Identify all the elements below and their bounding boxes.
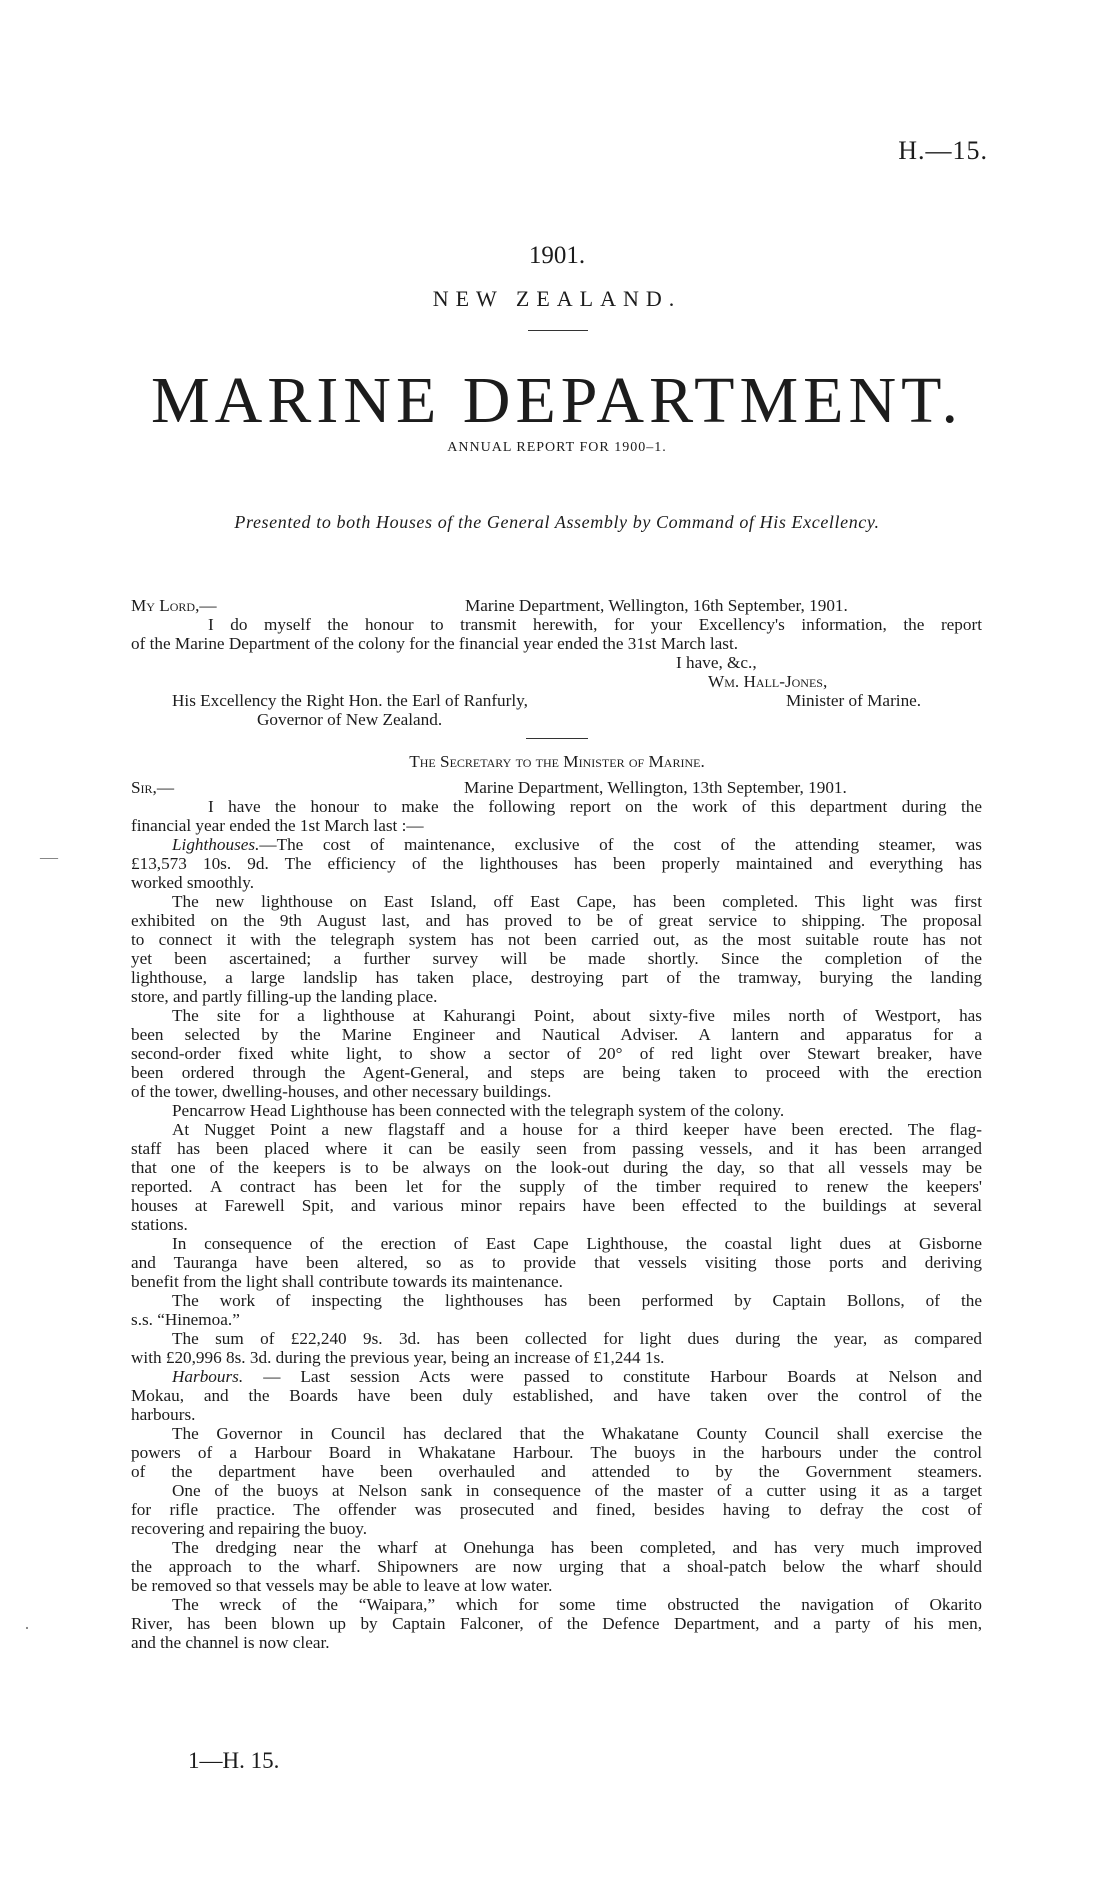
body-line: reported. A contract has been let for the supply of the timber required to renew the keepers' xyxy=(131,1177,982,1196)
body-line-harbours: Harbours. — Last session Acts were passed to constitute Harbour Boards at Nelson and xyxy=(172,1367,982,1386)
body-line: harbours. xyxy=(131,1405,196,1424)
body-line: and the channel is now clear. xyxy=(131,1633,330,1652)
body-line: s.s. “Hinemoa.” xyxy=(131,1310,240,1329)
body-line: store, and partly filling-up the landing place. xyxy=(131,987,438,1006)
body-line: staff has been placed where it can be easily seen from passing vessels, and it has been arranged xyxy=(131,1139,982,1158)
body-line: of the tower, dwelling-houses, and other necessary buildings. xyxy=(131,1082,552,1101)
body-line: worked smoothly. xyxy=(131,873,255,892)
addressee-line: Governor of New Zealand. xyxy=(257,710,443,729)
body-line: The sum of £22,240 9s. 3d. has been collected for light dues during the year, as compared xyxy=(172,1329,982,1348)
body-line: One of the buoys at Nelson sank in consequence of the master of a cutter using it as a target xyxy=(172,1481,982,1500)
body-line: yet been ascertained; a further survey will be made shortly. Since the completion of the xyxy=(131,949,982,968)
letter1-place-date: Marine Department, Wellington, 16th September, 1901. xyxy=(465,596,848,615)
margin-mark: · xyxy=(24,1618,30,1638)
body-line: with £20,996 8s. 3d. during the previous year, being an increase of £1,244 1s. xyxy=(131,1348,665,1367)
body-line: lighthouse, a large landslip has taken place, destroying part of the tramway, burying the landing xyxy=(131,968,982,987)
body-line: exhibited on the 9th August last, and has proved to be of great service to shipping. The proposal xyxy=(131,911,982,930)
body-line: At Nugget Point a new flagstaff and a house for a third keeper have been erected. The flag- xyxy=(172,1120,982,1139)
body-line: for rifle practice. The offender was prosecuted and fined, besides having to defray the cost of xyxy=(131,1500,982,1519)
footer-page-reference: 1—H. 15. xyxy=(188,1748,280,1773)
body-line: The dredging near the wharf at Onehunga has been completed, and has very much improved xyxy=(172,1538,982,1557)
page-reference: H.—15. xyxy=(898,136,988,165)
closing: I have, &c., xyxy=(676,653,757,672)
margin-mark: — xyxy=(40,847,58,867)
body-line: The Governor in Council has declared that the Whakatane County Council shall exercise the xyxy=(172,1424,982,1443)
year: 1901. xyxy=(528,242,586,269)
body-line-lighthouses: Lighthouses.—The cost of maintenance, exclusive of the cost of the attending steamer, was xyxy=(172,835,982,854)
body-line: to connect it with the telegraph system has not been carried out, as the most suitable route has not xyxy=(131,930,982,949)
signer-title: Minister of Marine. xyxy=(786,691,922,710)
body-line: financial year ended the 1st March last :— xyxy=(131,816,424,835)
body-line: and Tauranga have been altered, so as to provide that vessels visiting those ports and deriving xyxy=(131,1253,982,1272)
body-line: Pencarrow Head Lighthouse has been connected with the telegraph system of the colony. xyxy=(172,1101,785,1120)
report-subtitle: ANNUAL REPORT FOR 1900–1. xyxy=(447,440,667,455)
signature: Wm. Hall-Jones, xyxy=(708,672,828,691)
body-line: In consequence of the erection of East Cape Lighthouse, the coastal light dues at Gisborne xyxy=(172,1234,982,1253)
body-line: The wreck of the “Waipara,” which for some time obstructed the navigation of Okarito xyxy=(172,1595,982,1614)
letter1-body-line: of the Marine Department of the colony for the financial year ended the 31st March last. xyxy=(131,634,739,653)
salutation-my-lord: My Lord,— xyxy=(131,596,217,615)
body-line: houses at Farewell Spit, and various minor repairs have been effected to the buildings at several xyxy=(131,1196,982,1215)
body-line: Mokau, and the Boards have been duly established, and have taken over the control of the xyxy=(131,1386,982,1405)
department-title: MARINE DEPARTMENT. xyxy=(150,364,964,437)
letter2-place-date: Marine Department, Wellington, 13th September, 1901. xyxy=(464,778,847,797)
body-line: second-order fixed white light, to show a sector of 20° of red light over Stewart breaker, have xyxy=(131,1044,982,1063)
presented-line: Presented to both Houses of the General Assembly by Command of His Excellency. xyxy=(234,512,880,532)
body-line: stations. xyxy=(131,1215,188,1234)
body-line: benefit from the light shall contribute towards its maintenance. xyxy=(131,1272,563,1291)
letter2-heading: The Secretary to the Minister of Marine. xyxy=(409,752,705,771)
body-line: powers of a Harbour Board in Whakatane Harbour. The buoys in the harbours under the control xyxy=(131,1443,982,1462)
letter1-body-line: I do myself the honour to transmit herewith, for your Excellency's information, the report xyxy=(208,615,982,634)
body-line: be removed so that vessels may be able to leave at low water. xyxy=(131,1576,553,1595)
body-line: The work of inspecting the lighthouses has been performed by Captain Bollons, of the xyxy=(172,1291,982,1310)
body-line: of the department have been overhauled and attended to by the Government steamers. xyxy=(131,1462,982,1481)
body-line: The new lighthouse on East Island, off East Cape, has been completed. This light was first xyxy=(172,892,982,911)
country-heading: NEW ZEALAND. xyxy=(432,286,682,311)
body-line: River, has been blown up by Captain Falconer, of the Defence Department, and a party of his men, xyxy=(131,1614,982,1633)
salutation-sir: Sir,— xyxy=(131,778,175,797)
body-line: been selected by the Marine Engineer and Nautical Adviser. A lantern and apparatus for a xyxy=(131,1025,982,1044)
body-line: been ordered through the Agent-General, and steps are being taken to proceed with the erection xyxy=(131,1063,982,1082)
body-line: recovering and repairing the buoy. xyxy=(131,1519,368,1538)
body-line: £13,573 10s. 9d. The efficiency of the lighthouses has been properly maintained and everything has xyxy=(131,854,982,873)
body-line: the approach to the wharf. Shipowners are now urging that a shoal-patch below the wharf should xyxy=(131,1557,982,1576)
addressee-line: His Excellency the Right Hon. the Earl of Ranfurly, xyxy=(172,691,528,710)
body-line: I have the honour to make the following report on the work of this department during the xyxy=(208,797,982,816)
body-line: The site for a lighthouse at Kahurangi Point, about sixty-five miles north of Westport, has xyxy=(172,1006,982,1025)
body-line: that one of the keepers is to be always on the look-out during the day, so that all vessels may be xyxy=(131,1158,982,1177)
